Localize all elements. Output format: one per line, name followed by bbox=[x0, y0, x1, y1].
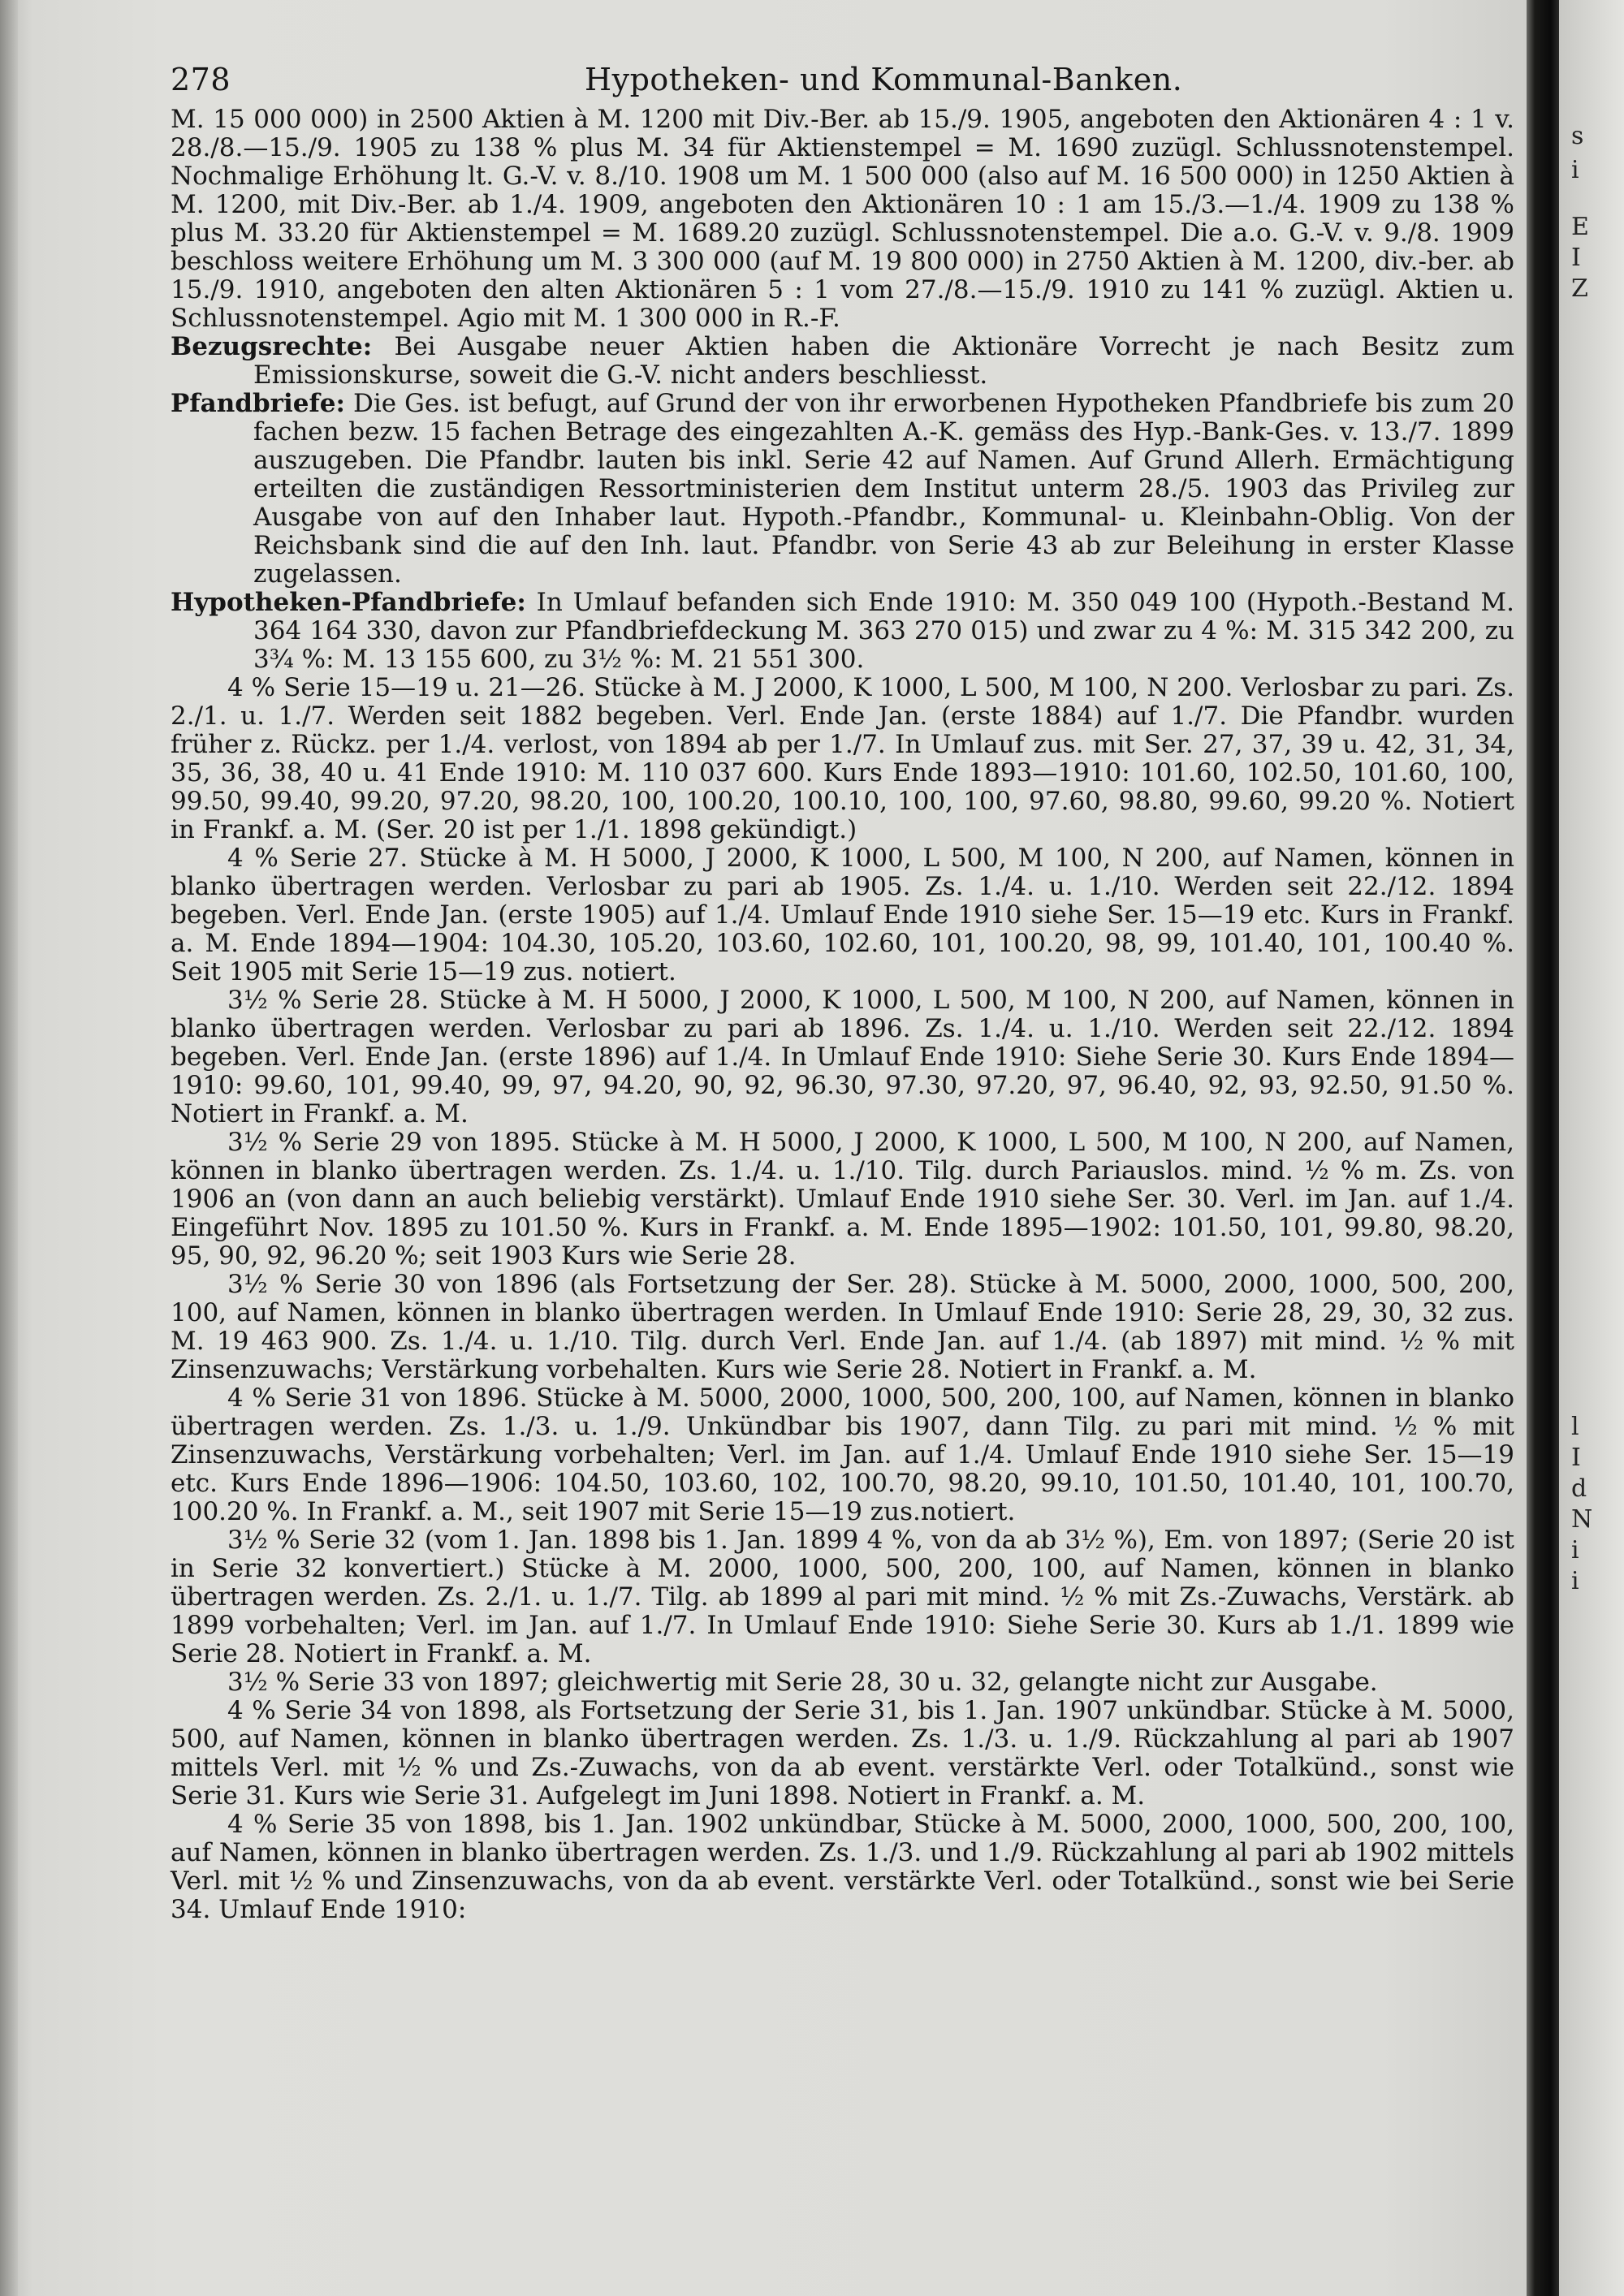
margin-fragment: N bbox=[1571, 1505, 1593, 1534]
facing-page-edge bbox=[1559, 0, 1624, 2296]
pfandbriefe-text: Die Ges. ist befugt, auf Grund der von ihr erworbenen Hypotheken Pfandbriefe bis zum 20 fachen bezw. 15 fachen Betrage des eingezahlten A.-K. gemäss des Hyp.-Bank-Ges. v. 13./7. 1899 auszugeben. Die Pfandbr. lauten bis inkl. Serie 42 auf Namen. Auf Grund Allerh. Ermächtigung erteilten die zuständigen Ressortministerien dem Institut unterm 28./5. 1903 das Privileg zur Ausgabe von auf den Inhaber laut. Hypoth.-Pfandbr., Kommunal- u. Kleinbahn-Oblig. Von der Reichsbank sind die auf den Inh. laut. Pfandbr. von Serie 43 ab zur Beleihung in erster Klasse zugelassen. bbox=[253, 389, 1514, 589]
series-paragraph: 4 % Serie 27. Stücke à M. H 5000, J 2000, K 1000, L 500, M 100, N 200, auf Namen, können in blanko übertragen werden. Verlosbar zu pari ab 1905. Zs. 1./4. u. 1./10. Werden seit 22./12. 1894 begeben. Verl. Ende Jan. (erste 1905) auf 1./4. Umlauf Ende 1910 siehe Ser. 15—19 etc. Kurs in Frankf. a. M. Ende 1894—1904: 104.30, 105.20, 103.60, 102.60, 101, 100.20, 98, 99, 101.40, 101, 100.40 %. Seit 1905 mit Serie 15—19 zus. notiert. bbox=[171, 844, 1514, 986]
margin-fragment: I bbox=[1571, 1444, 1581, 1472]
bezugsrechte-text: Bei Ausgabe neuer Aktien haben die Aktionäre Vorrecht je nach Besitz zum Emissionskurse, soweit die G.-V. nicht anders beschliesst. bbox=[253, 332, 1514, 390]
bezugsrechte-entry bbox=[171, 333, 1514, 390]
margin-fragment: E bbox=[1571, 213, 1589, 241]
pfandbriefe-entry bbox=[171, 390, 1514, 589]
margin-fragment: i bbox=[1571, 1536, 1579, 1564]
bezugsrechte-label: Bezugsrechte: bbox=[171, 332, 373, 361]
capital-increase-paragraph: M. 15 000 000) in 2500 Aktien à M. 1200 mit Div.-Ber. ab 15./9. 1905, angeboten den Aktionären 4 : 1 v. 28./8.—15./9. 1905 zu 138 % plus M. 34 für Aktienstempel = M. 1690 zuzügl. Schlussnotenstempel. Nochmalige Erhöhung lt. G.-V. v. 8./10. 1908 um M. 1 500 000 (also auf M. 16 500 000) in 1250 Aktien à M. 1200, mit Div.-Ber. ab 1./4. 1909, angeboten den Aktionären 10 : 1 am 15./3.—1./4. 1909 zu 138 % plus M. 33.20 für Aktienstempel = M. 1689.20 zuzügl. Schlussnotenstempel. Die a.o. G.-V. v. 9./8. 1909 beschloss weitere Erhöhung um M. 3 300 000 (auf M. 19 800 000) in 2750 Aktien à M. 1200, div.-ber. ab 15./9. 1910, angeboten den alten Aktionären 5 : 1 vom 27./8.—15./9. 1910 zu 141 % zuzügl. Aktien u. Schlussnotenstempel. Agio mit M. 1 300 000 in R.-F. bbox=[171, 105, 1514, 333]
text-column bbox=[171, 49, 1514, 1924]
book-spine bbox=[1527, 0, 1559, 2296]
margin-fragment: Z bbox=[1571, 274, 1588, 303]
series-paragraph: 3½ % Serie 28. Stücke à M. H 5000, J 2000, K 1000, L 500, M 100, N 200, auf Namen, können in blanko übertragen werden. Verlosbar zu pari ab 1896. Zs. 1./4. u. 1./10. Werden seit 22./12. 1894 begeben. Verl. Ende Jan. (erste 1896) auf 1./4. In Umlauf Ende 1910: Siehe Serie 30. Kurs Ende 1894—1910: 99.60, 101, 99.40, 99, 97, 94.20, 90, 92, 96.30, 97.30, 97.20, 97, 96.40, 92, 93, 92.50, 91.50 %. Notiert in Frankf. a. M. bbox=[171, 986, 1514, 1129]
margin-fragment: l bbox=[1571, 1413, 1579, 1441]
series-paragraph: 3½ % Serie 32 (vom 1. Jan. 1898 bis 1. Jan. 1899 4 %, von da ab 3½ %), Em. von 1897; (Serie 20 ist in Serie 32 konvertiert.) Stücke à M. 2000, 1000, 500, 200, 100, auf Namen, können in blanko übertragen werden. Zs. 2./1. u. 1./7. Tilg. ab 1899 al pari mit mind. ½ % mit Zs.-Zuwachs, Verstärk. ab 1899 vorbehalten; Verl. im Jan. auf 1./7. In Umlauf Ende 1910: Siehe Serie 30. Kurs ab 1./1. 1899 wie Serie 28. Notiert in Frankf. a. M. bbox=[171, 1526, 1514, 1668]
margin-fragment: i bbox=[1571, 156, 1579, 184]
page-number: 278 bbox=[171, 62, 231, 97]
hypotheken-pfandbriefe-label: Hypotheken-Pfandbriefe: bbox=[171, 588, 526, 617]
margin-fragment: s bbox=[1571, 122, 1584, 150]
margin-fragment: i bbox=[1571, 1567, 1579, 1595]
pfandbriefe-label: Pfandbriefe: bbox=[171, 389, 345, 418]
body-text bbox=[171, 106, 1514, 1924]
series-paragraph: 4 % Serie 35 von 1898, bis 1. Jan. 1902 unkündbar, Stücke à M. 5000, 2000, 1000, 500, 200, 100, auf Namen, können in blanko übertragen werden. Zs. 1./3. und 1./9. Rückzahlung al pari ab 1902 mittels Verl. mit ½ % und Zinsenzuwachs, von da ab event. verstärkte Verl. oder Totalkünd., sonst wie bei Serie 34. Umlauf Ende 1910: bbox=[171, 1810, 1514, 1924]
series-paragraph: 4 % Serie 15—19 u. 21—26. Stücke à M. J 2000, K 1000, L 500, M 100, N 200. Verlosbar zu pari. Zs. 2./1. u. 1./7. Werden seit 1882 begeben. Verl. Ende Jan. (erste 1884) auf 1./7. Die Pfandbr. wurden früher z. Rückz. per 1./4. verlost, von 1894 ab per 1./7. In Umlauf zus. mit Ser. 27, 37, 39 u. 42, 31, 34, 35, 36, 38, 40 u. 41 Ende 1910: M. 110 037 600. Kurs Ende 1893—1910: 101.60, 102.50, 101.60, 100, 99.50, 99.40, 99.20, 97.20, 98.20, 100, 100.20, 100.10, 100, 100, 97.60, 98.80, 99.60, 99.20 %. Notiert in Frankf. a. M. (Ser. 20 ist per 1./1. 1898 gekündigt.) bbox=[171, 673, 1514, 844]
hypotheken-pfandbriefe-text: In Umlauf befanden sich Ende 1910: M. 350 049 100 (Hypoth.-Bestand M. 364 164 330, davon zur Pfandbriefdeckung M. 363 270 015) und zwar zu 4 %: M. 315 342 200, zu 3¾ %: M. 13 155 600, zu 3½ %: M. 21 551 300. bbox=[253, 588, 1514, 674]
running-title: Hypotheken- und Kommunal-Banken. bbox=[585, 62, 1183, 97]
running-head bbox=[171, 49, 1514, 106]
left-page-edge bbox=[0, 0, 18, 2296]
series-paragraph: 4 % Serie 31 von 1896. Stücke à M. 5000, 2000, 1000, 500, 200, 100, auf Namen, können in blanko übertragen werden. Zs. 1./3. u. 1./9. Unkündbar bis 1907, dann Tilg. zu pari mit mind. ½ % mit Zinsenzuwachs, Verstärkung vorbehalten; Verl. im Jan. auf 1./4. Umlauf Ende 1910 siehe Ser. 15—19 etc. Kurs Ende 1896—1906: 104.50, 103.60, 102, 100.70, 98.20, 99.10, 101.50, 101.40, 101, 100.70, 100.20 %. In Frankf. a. M., seit 1907 mit Serie 15—19 zus.notiert. bbox=[171, 1383, 1514, 1526]
series-paragraph: 3½ % Serie 29 von 1895. Stücke à M. H 5000, J 2000, K 1000, L 500, M 100, N 200, auf Namen, können in blanko übertragen werden. Zs. 1./4. u. 1./10. Tilg. durch Pariauslos. mind. ½ % m. Zs. von 1906 an (von dann an auch beliebig verstärkt). Umlauf Ende 1910 siehe Ser. 30. Verl. im Jan. auf 1./4. Eingeführt Nov. 1895 zu 101.50 %. Kurs in Frankf. a. M. Ende 1895—1902: 101.50, 101, 99.80, 98.20, 95, 90, 92, 96.20 %; seit 1903 Kurs wie Serie 28. bbox=[171, 1128, 1514, 1271]
margin-fragment: I bbox=[1571, 244, 1581, 272]
series-paragraph: 4 % Serie 34 von 1898, als Fortsetzung der Serie 31, bis 1. Jan. 1907 unkündbar. Stücke à M. 5000, 500, auf Namen, können in blanko übertragen werden. Zs. 1./3. u. 1./9. Rückzahlung al pari ab 1907 mittels Verl. mit ½ % und Zs.-Zuwachs, von da ab event. verstärkte Verl. oder Totalkünd., sonst wie Serie 31. Kurs wie Serie 31. Aufgelegt im Juni 1898. Notiert in Frankf. a. M. bbox=[171, 1696, 1514, 1810]
margin-fragment: d bbox=[1571, 1474, 1587, 1503]
series-paragraph: 3½ % Serie 30 von 1896 (als Fortsetzung der Ser. 28). Stücke à M. 5000, 2000, 1000, 500, 200, 100, auf Namen, können in blanko übertragen werden. In Umlauf Ende 1910: Serie 28, 29, 30, 32 zus. M. 19 463 900. Zs. 1./4. u. 1./10. Tilg. durch Verl. Ende Jan. auf 1./4. (ab 1897) mit mind. ½ % mit Zinsenzuwachs; Verstärkung vorbehalten. Kurs wie Serie 28. Notiert in Frankf. a. M. bbox=[171, 1270, 1514, 1384]
series-paragraph: 3½ % Serie 33 von 1897; gleichwertig mit Serie 28, 30 u. 32, gelangte nicht zur Ausgabe. bbox=[227, 1668, 1378, 1697]
hypotheken-pfandbriefe-entry bbox=[171, 589, 1514, 674]
